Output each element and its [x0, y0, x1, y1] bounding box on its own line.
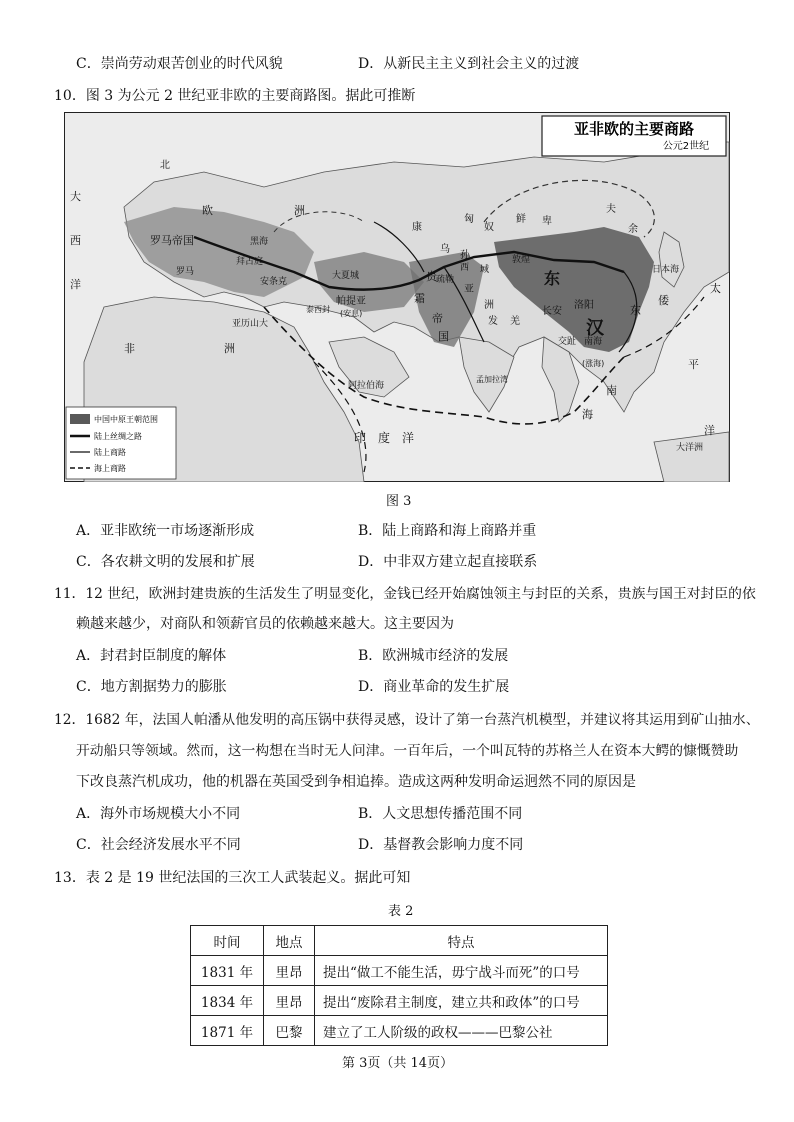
- label-indian-ocean: 印 度 洋: [354, 431, 415, 445]
- table-cell-feature: 提出“废除君主制度，建立共和政体”的口号: [315, 986, 608, 1016]
- label-faqiang-fa: 发: [488, 316, 498, 327]
- label-kangju: 康: [412, 222, 422, 233]
- table-header-row: [191, 926, 608, 956]
- table-row: [191, 956, 608, 986]
- uprisings-table: [190, 925, 608, 1046]
- label-kushan-di: 帝: [432, 312, 443, 325]
- label-han-han: 汉: [586, 318, 604, 339]
- label-xiongnu-nu: 奴: [484, 222, 494, 233]
- table-header-time: 时间: [191, 926, 264, 956]
- q10-option-b: B．陆上商路和海上商路并重: [358, 523, 537, 539]
- label-wusun-wu: 乌: [440, 244, 450, 255]
- label-dunhuang: 敦煌: [512, 255, 531, 265]
- label-fuyu-fu: 夫: [606, 204, 616, 215]
- table-cell-place: 里昂: [264, 986, 315, 1016]
- q9-option-c: C．崇尚劳动艰苦创业的时代风貌: [76, 56, 283, 72]
- label-seleucia: 泰西封: [306, 305, 330, 314]
- table-cell-time: 1871 年: [191, 1016, 264, 1046]
- label-nanhai-sea: (涨海): [582, 359, 605, 368]
- q11-stem-line2: 赖越来越少，对商队和领薪官员的依赖越来越大。这主要因为: [76, 616, 454, 632]
- label-xiyu-xi: 西: [460, 263, 470, 273]
- label-roman-empire: 罗马帝国: [150, 234, 194, 247]
- q10-figure-caption: 图 3: [386, 494, 412, 509]
- q12-option-d: D．基督教会影响力度不同: [358, 837, 524, 853]
- q9-option-d: D．从新民主主义到社会主义的过渡: [358, 56, 580, 72]
- label-luoyang: 洛阳: [574, 300, 594, 311]
- q11-stem-line1: 11．12 世纪，欧洲封建贵族的生活发生了明显变化，金钱已经开始腐蚀领主与封臣的关系，贵族与国王对封臣的依: [54, 586, 756, 602]
- label-xianbei-bei: 卑: [542, 216, 552, 227]
- table-header-place: 地点: [264, 926, 315, 956]
- legend-han-swatch: [70, 414, 90, 424]
- label-pacific-ping: 平: [688, 358, 699, 371]
- q12-option-c: C．社会经济发展水平不同: [76, 837, 241, 853]
- label-europe-zhou: 洲: [294, 204, 305, 217]
- label-africa-zhou: 洲: [224, 342, 235, 355]
- label-pacific-tai: 太: [710, 282, 721, 295]
- table-cell-time: 1834 年: [191, 986, 264, 1016]
- label-byzantium: 拜占庭: [236, 257, 264, 267]
- legend-label-land: 陆上商路: [94, 448, 126, 457]
- label-asia-ya: 亚: [464, 284, 474, 295]
- label-east-sea: 东: [630, 304, 641, 317]
- table-cell-feature: 建立了工人阶级的政权———巴黎公社: [315, 1016, 608, 1046]
- label-kushan-shuang: 霜: [414, 292, 425, 305]
- q12-stem-line1: 12．1682 年，法国人帕潘从他发明的高压锅中获得灵感，设计了第一台蒸汽机模型，并建议将其运用到矿山抽水、: [54, 712, 760, 728]
- label-atlantic-da: 大: [70, 190, 81, 203]
- label-jiaozhi: 交趾: [558, 337, 577, 347]
- label-antioch: 安条克: [260, 277, 288, 287]
- table-row: [191, 1016, 608, 1046]
- q11-option-c: C．地方割据势力的膨胀: [76, 679, 227, 695]
- label-atlantic-yang: 洋: [70, 278, 81, 291]
- label-fuyu-yu: 余: [628, 224, 638, 235]
- q11-option-d: D．商业革命的发生扩展: [358, 679, 510, 695]
- table-cell-place: 巴黎: [264, 1016, 315, 1046]
- legend-label-sea: 海上商路: [94, 464, 126, 473]
- label-kushan-guo: 国: [438, 330, 449, 343]
- q13-table-caption: 表 2: [388, 904, 414, 919]
- label-wo: 倭: [658, 294, 669, 307]
- trade-route-map: [64, 112, 730, 482]
- label-europe-ou: 欧: [202, 204, 213, 217]
- legend-label-han: 中国中原王朝范围: [94, 415, 158, 424]
- label-rome: 罗马: [176, 267, 195, 277]
- label-changan: 长安: [542, 306, 562, 317]
- q12-stem-line3: 下改良蒸汽机成功，他的机器在英国受到争相追捧。造成这两种发明命运迥然不同的原因是: [76, 774, 636, 790]
- q10-option-d: D．中非双方建立起直接联系: [358, 554, 538, 570]
- label-parthia: 帕提亚: [336, 296, 366, 307]
- q10-stem: 10．图 3 为公元 2 世纪亚非欧的主要商路图。据此可推断: [54, 88, 416, 104]
- table-cell-time: 1831 年: [191, 956, 264, 986]
- q12-option-b: B．人文思想传播范围不同: [358, 806, 523, 822]
- label-han-dong: 东: [544, 269, 561, 288]
- q12-option-a: A．海外市场规模大小不同: [76, 806, 241, 822]
- label-faqiang-qiang: 羌: [510, 316, 520, 327]
- label-scs-nan: 南: [606, 384, 617, 397]
- label-scs-hai: 海: [582, 408, 593, 421]
- page-footer: 第 3页（共 14页）: [342, 1056, 454, 1071]
- label-daxiacheng: 大夏城: [332, 271, 360, 281]
- label-bay-bengal: 孟加拉湾: [476, 375, 508, 384]
- q10-option-c: C．各农耕文明的发展和扩展: [76, 554, 255, 570]
- label-nanhai: 南海: [584, 337, 603, 347]
- map-title: 亚非欧的主要商路: [573, 120, 695, 138]
- table-row: [191, 986, 608, 1016]
- label-kushan-gui: 贵: [426, 270, 437, 283]
- label-black-sea: 黑海: [250, 237, 269, 247]
- q10-option-a: A．亚非欧统一市场逐渐形成: [76, 523, 255, 539]
- label-atlantic-xi: 西: [70, 234, 81, 247]
- label-arabian-sea: 阿拉伯海: [348, 381, 385, 391]
- label-xianbei-xian: 鲜: [516, 214, 526, 225]
- label-oceania: 大洋洲: [676, 443, 704, 453]
- label-xiongnu-xiong: 匈: [464, 214, 474, 225]
- label-africa-fei: 非: [124, 342, 135, 355]
- q11-option-a: A．封君封臣制度的解体: [76, 648, 227, 664]
- q13-stem: 13．表 2 是 19 世纪法国的三次工人武装起义。据此可知: [54, 870, 411, 886]
- label-parthia-sub: (安息): [340, 309, 363, 318]
- q12-stem-line2: 开动船只等领域。然而，这一构想在当时无人问津。一百年后，一个叫瓦特的苏格兰人在资本大鳄的慷慨赞助: [76, 743, 739, 759]
- label-pacific-yang: 洋: [704, 424, 715, 437]
- trade-route-map-svg: [64, 112, 730, 482]
- label-kashgar: 疏勒: [436, 275, 455, 285]
- table-cell-place: 里昂: [264, 956, 315, 986]
- q11-option-b: B．欧洲城市经济的发展: [358, 648, 509, 664]
- label-japan-sea: 日本海: [652, 265, 680, 275]
- legend-label-silk: 陆上丝绸之路: [94, 432, 142, 441]
- label-north: 北: [160, 160, 170, 171]
- label-alexandria: 亚历山大: [232, 319, 269, 329]
- table-cell-feature: 提出“做工不能生活，毋宁战斗而死”的口号: [315, 956, 608, 986]
- label-wusun-sun: 孙: [460, 250, 470, 261]
- table-header-feature: 特点: [315, 926, 608, 956]
- label-asia-zhou: 洲: [484, 300, 494, 311]
- label-xiyu-yu: 域: [480, 265, 490, 275]
- map-subtitle: 公元2世纪: [662, 141, 710, 152]
